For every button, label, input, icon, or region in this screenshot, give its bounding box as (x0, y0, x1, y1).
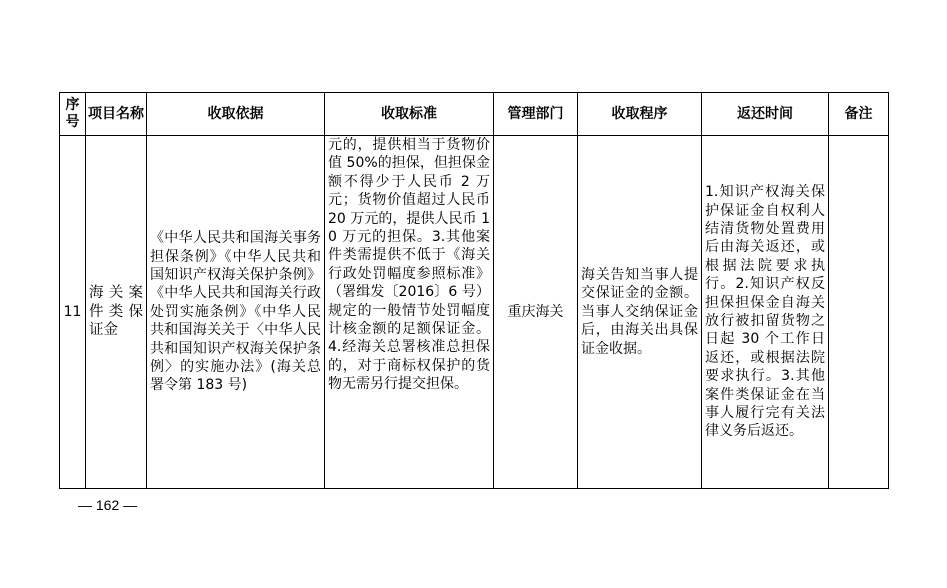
header-department: 管理部门 (494, 93, 578, 136)
cell-standard (325, 136, 494, 489)
cell-basis (147, 136, 325, 489)
cell-no (60, 136, 86, 489)
row-department: 重庆海关 (507, 303, 564, 320)
header-standard: 收取标准 (325, 93, 494, 136)
cell-return-time (702, 136, 829, 489)
cell-name (86, 136, 147, 489)
row-standard: 元的，提供相当于货物价值 50%的担保，但担保金额不得少于人民币 2 万元；货物价值超过人民币 20 万元的，提供人民币 10 万元的担保。3.其他案件类需提供不低于《海关行政处罚幅度参照标准》（署缉发〔2016〕6 号）规定的一般情节处罚幅度计核金额的足额保证金。4.经海关总署核准总担保的，对于商标权保护的货物无需另行提交担保。 (328, 137, 490, 393)
fee-table (59, 92, 889, 489)
header-procedure: 收取程序 (578, 93, 702, 136)
row-procedure: 海关告知当事人提交保证金的金额。当事人交纳保证金后，由海关出具保证金收据。 (581, 266, 698, 357)
header-remark: 备注 (829, 93, 889, 136)
row-basis: 《中华人民共和国海关事务担保条例》《中华人民共和国知识产权海关保护条例》《中华人民共和国海关行政处罚实施条例》《中华人民共和国海关关于〈中华人民共和国知识产权海关保护条例〉的实施办法》(海关总署令第 183 号) (150, 230, 321, 394)
header-no: 序号 (60, 93, 86, 136)
row-return-time: 1.知识产权海关保护保证金自权利人结清货物处置费用后由海关返还，或根据法院要求执行。2.知识产权反担保担保金自海关放行被扣留货物之日起 30 个工作日返还，或根据法院要求执行。3.其他案件类保证金在当事人履行完有关法律义务后返还。 (705, 184, 825, 440)
table-row (60, 136, 889, 489)
row-no: 11 (63, 303, 82, 320)
header-basis: 收取依据 (147, 93, 325, 136)
page-number: — 162 — (78, 497, 138, 513)
cell-department (494, 136, 578, 489)
header-row (60, 93, 889, 136)
row-name: 海关案件类保证金 (89, 285, 143, 339)
header-return-time: 返还时间 (702, 93, 829, 136)
cell-remark (829, 136, 889, 489)
cell-procedure (578, 136, 702, 489)
header-name: 项目名称 (86, 93, 147, 136)
